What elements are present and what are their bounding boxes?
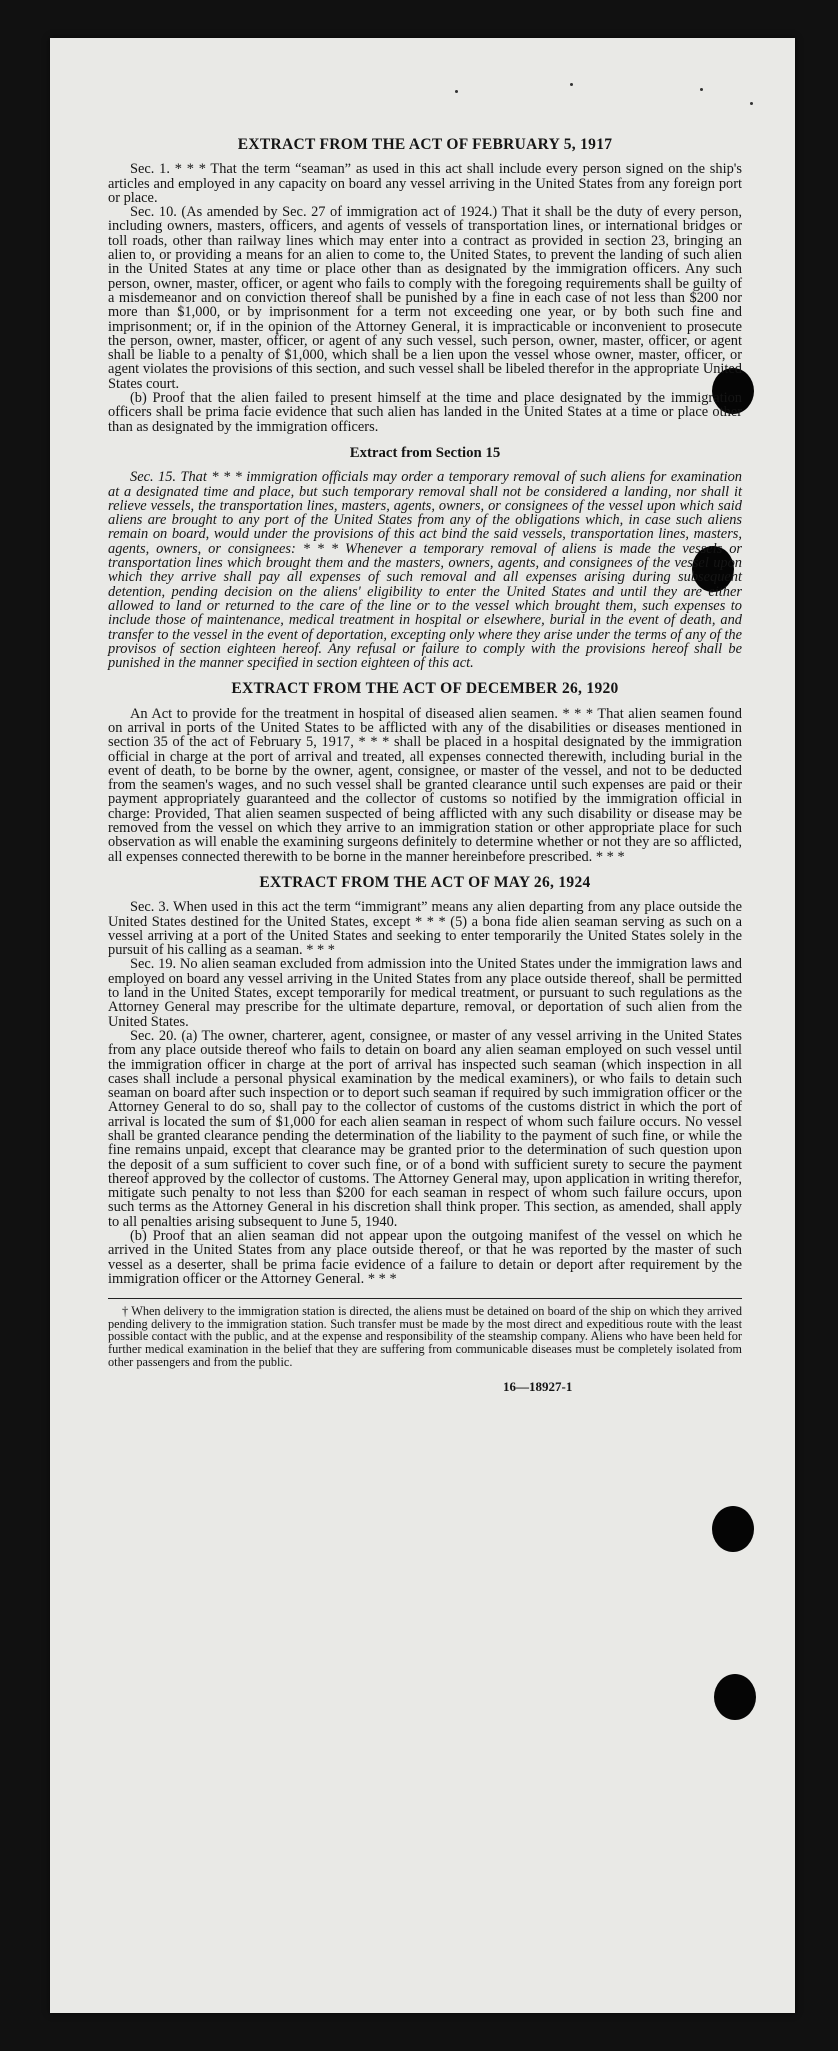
paper-speck <box>700 88 703 91</box>
footnote <box>108 1305 742 1368</box>
section-15-body <box>108 470 742 670</box>
punch-hole <box>712 1506 754 1552</box>
paragraph-sec-10: Sec. 10. (As amended by Sec. 27 of immigration act of 1924.) That it shall be the duty of every person, including owners, masters, officers, and agents of vessels of transportation lines, or international bridges or toll roads, other than railway lines which may enter into a contract as provided in section 23, bringing an alien to, or providing a means for an alien to come to, the United States, to prevent the landing of such alien in the United States at any time or place other than as designated by the immigration officers. Any such person, owner, master, officer, or agent who fails to comply with the foregoing requirements shall be guilty of a misdemeanor and on conviction thereof shall be punished by a fine in each case of not less than $200 nor more than $1,000, or by imprisonment for a term not exceeding one year, or by both such fine and imprisonment; or, if in the opinion of the Attorney General, it is impracticable or inconvenient to prosecute the person, owner, master, officer, or agent of any such vessel, such person, owner, master, officer, or agent shall be liable to a penalty of $1,000, which shall be a lien upon the vessel whose owner, master, officer, or agent violates the provisions of this section, and such vessel shall be libeled therefor in the appropriate United States court. <box>108 204 742 392</box>
paragraph-sec-19: Sec. 19. No alien seaman excluded from admission into the United States under the immigration laws and employed on board any vessel arriving in the United States from any place outside thereof, shall be permitted to land in the United States, except temporarily for medical treatment, or pursuant to such regulations as the Attorney General may prescribe for the ultimate departure, removal, or deportation of such alien from the United States. <box>108 956 742 1030</box>
paragraph-sec-15: Sec. 15. That * * * immigration officials may order a temporary removal of such aliens for examination at a designated time and place, but such temporary removal shall not be considered a landing, nor shall it relieve vessels, the transportation lines, masters, agents, owners, or consignees of the vessel upon which said aliens are brought to any port of the United States from any of the obligations which, in case such aliens remain on board, would under the provisions of this act bind the said vessels, transportation lines, masters, agents, owners, or consignees: * * * Whenever a temporary removal of aliens is made the vessels or transportation lines which brought them and the masters, owners, agents, and consignees of the vessel upon which they arrive shall pay all expenses of such removal and all expenses arising during subsequent detention, pending decision on the aliens' eligibility to enter the United States and until they are either allowed to land or returned to the care of the line or to the vessel which brought them, such expenses to include those of maintenance, medical treatment in hospital or elsewhere, burial in the event of death, and transfer to the vessel in the event of deportation, excepting only where they arise under the terms of any of the provisos of section eighteen hereof. Any refusal or failure to comply with the provisions hereof shall be punished in the manner specified in section eighteen of this act. <box>108 469 742 672</box>
paragraph-sec-20a: Sec. 20. (a) The owner, charterer, agent, consignee, or master of any vessel arriving in the United States from any place outside thereof who fails to detain on board any alien seaman employed on such vessel until the immigration officer in charge at the port of arrival has inspected such seaman (which inspection in all cases shall include a personal physical examination by the medical examiners), or who fails to detain such seaman on board after such inspection or to deport such seaman if required by such immigration officer or the Attorney General to do so, shall pay to the collector of customs of the customs district in which the port of arrival is located the sum of $1,000 for each alien seaman in respect of whom such failure occurs. No vessel shall be granted clearance pending the determination of the liability to the payment of such fine, or while the fine remains unpaid, except that clearance may be granted prior to the determination of such question upon the deposit of a sum sufficient to cover such fine, or of a bond with sufficient surety to secure the payment thereof approved by the collector of customs. The Attorney General may, upon application in writing therefor, mitigate such penalty to not less than $200 for each seaman in respect of whom such failure occurs, upon such terms as the Attorney General in his discretion shall think proper. This section, as amended, shall apply to all penalties arising subsequent to June 5, 1940. <box>108 1027 742 1230</box>
paragraph-sec-10b: (b) Proof that the alien failed to present himself at the time and place designated by the immigration officers shall be prima facie evidence that such alien has landed in the United States at a time or place other than as designated by the immigration officers. <box>108 390 742 435</box>
heading-act-1917: EXTRACT FROM THE ACT OF FEBRUARY 5, 1917 <box>237 136 613 153</box>
paragraph-sec-20b: (b) Proof that an alien seaman did not appear upon the outgoing manifest of the vessel on which he arrived in the United States from any place outside thereof, or that he was reported by the master of such vessel as a deserter, shall be prima facie evidence of a failure to detain or deport after requirement by the immigration officer or the Attorney General. * * * <box>108 1228 742 1287</box>
document-body <box>108 138 742 1395</box>
punch-hole <box>714 1674 756 1720</box>
heading-act-1920: EXTRACT FROM THE ACT OF DECEMBER 26, 1920 <box>231 680 619 698</box>
paragraph-sec-1: Sec. 1. * * * That the term “seaman” as used in this act shall include every person signed on the ship's articles and employed in any capacity on board any vessel arriving in the United States from any foreign port or place. <box>108 161 742 206</box>
paragraph-sec-3: Sec. 3. When used in this act the term “immigrant” means any alien departing from any place outside the United States destined for the United States, except * * * (5) a bona fide alien seaman serving as such on a vessel arriving at a port of the United States and seeking to enter temporarily the United States solely in the pursuit of his calling as a seaman. * * * <box>108 899 742 959</box>
paper-speck <box>570 83 573 86</box>
document-page <box>50 38 795 2013</box>
paragraph-act-1920: An Act to provide for the treatment in hospital of diseased alien seamen. * * * That alien seamen found on arrival in ports of the United States to be afflicted with any of the disabilities or diseases mentioned in section 35 of the act of February 5, 1917, * * * shall be placed in a hospital designated by the immigration official in charge at the port of arrival and treated, all expenses connected therewith, including burial in the event of death, to be borne by the owner, agent, consignee, or master of the vessel, and not to be deducted from the seamen's wages, and no such vessel shall be granted clearance until such expenses are paid or their payment appropriately guaranteed and the collector of customs so notified by the immigration official in charge: Provided, That alien seamen suspected of being afflicted with any such disability or disease may be removed from the vessel on which they arrive to an immigration station or other appropriate place for such observation as will enable the examining surgeons definitely to determine whether or not they are so afflicted, all expenses connected therewith to be borne in the manner hereinbefore prescribed. * * * <box>108 705 742 865</box>
form-number: 16—18927-1 <box>503 1379 573 1395</box>
section-act-1917 <box>108 162 742 434</box>
paper-speck <box>455 90 458 93</box>
section-act-1920 <box>108 707 742 864</box>
paper-speck <box>750 102 753 105</box>
heading-act-1924: EXTRACT FROM THE ACT OF MAY 26, 1924 <box>259 873 591 891</box>
section-act-1924 <box>108 900 742 1286</box>
heading-section-15: Extract from Section 15 <box>349 444 501 461</box>
footnote-text: † When delivery to the immigration station is directed, the aliens must be detained on board of the ship on which they arrived pending delivery to the immigration station. Such transfer must be made by the most direct and expeditious route with the least possible contact with the public, and at the expense and responsibility of the steamship company. Aliens who have been held for further medical examination in the belief that they are suffering from communicable diseases must be completely isolated from other passengers and from the public. <box>108 1304 742 1369</box>
footnote-divider <box>108 1298 742 1299</box>
